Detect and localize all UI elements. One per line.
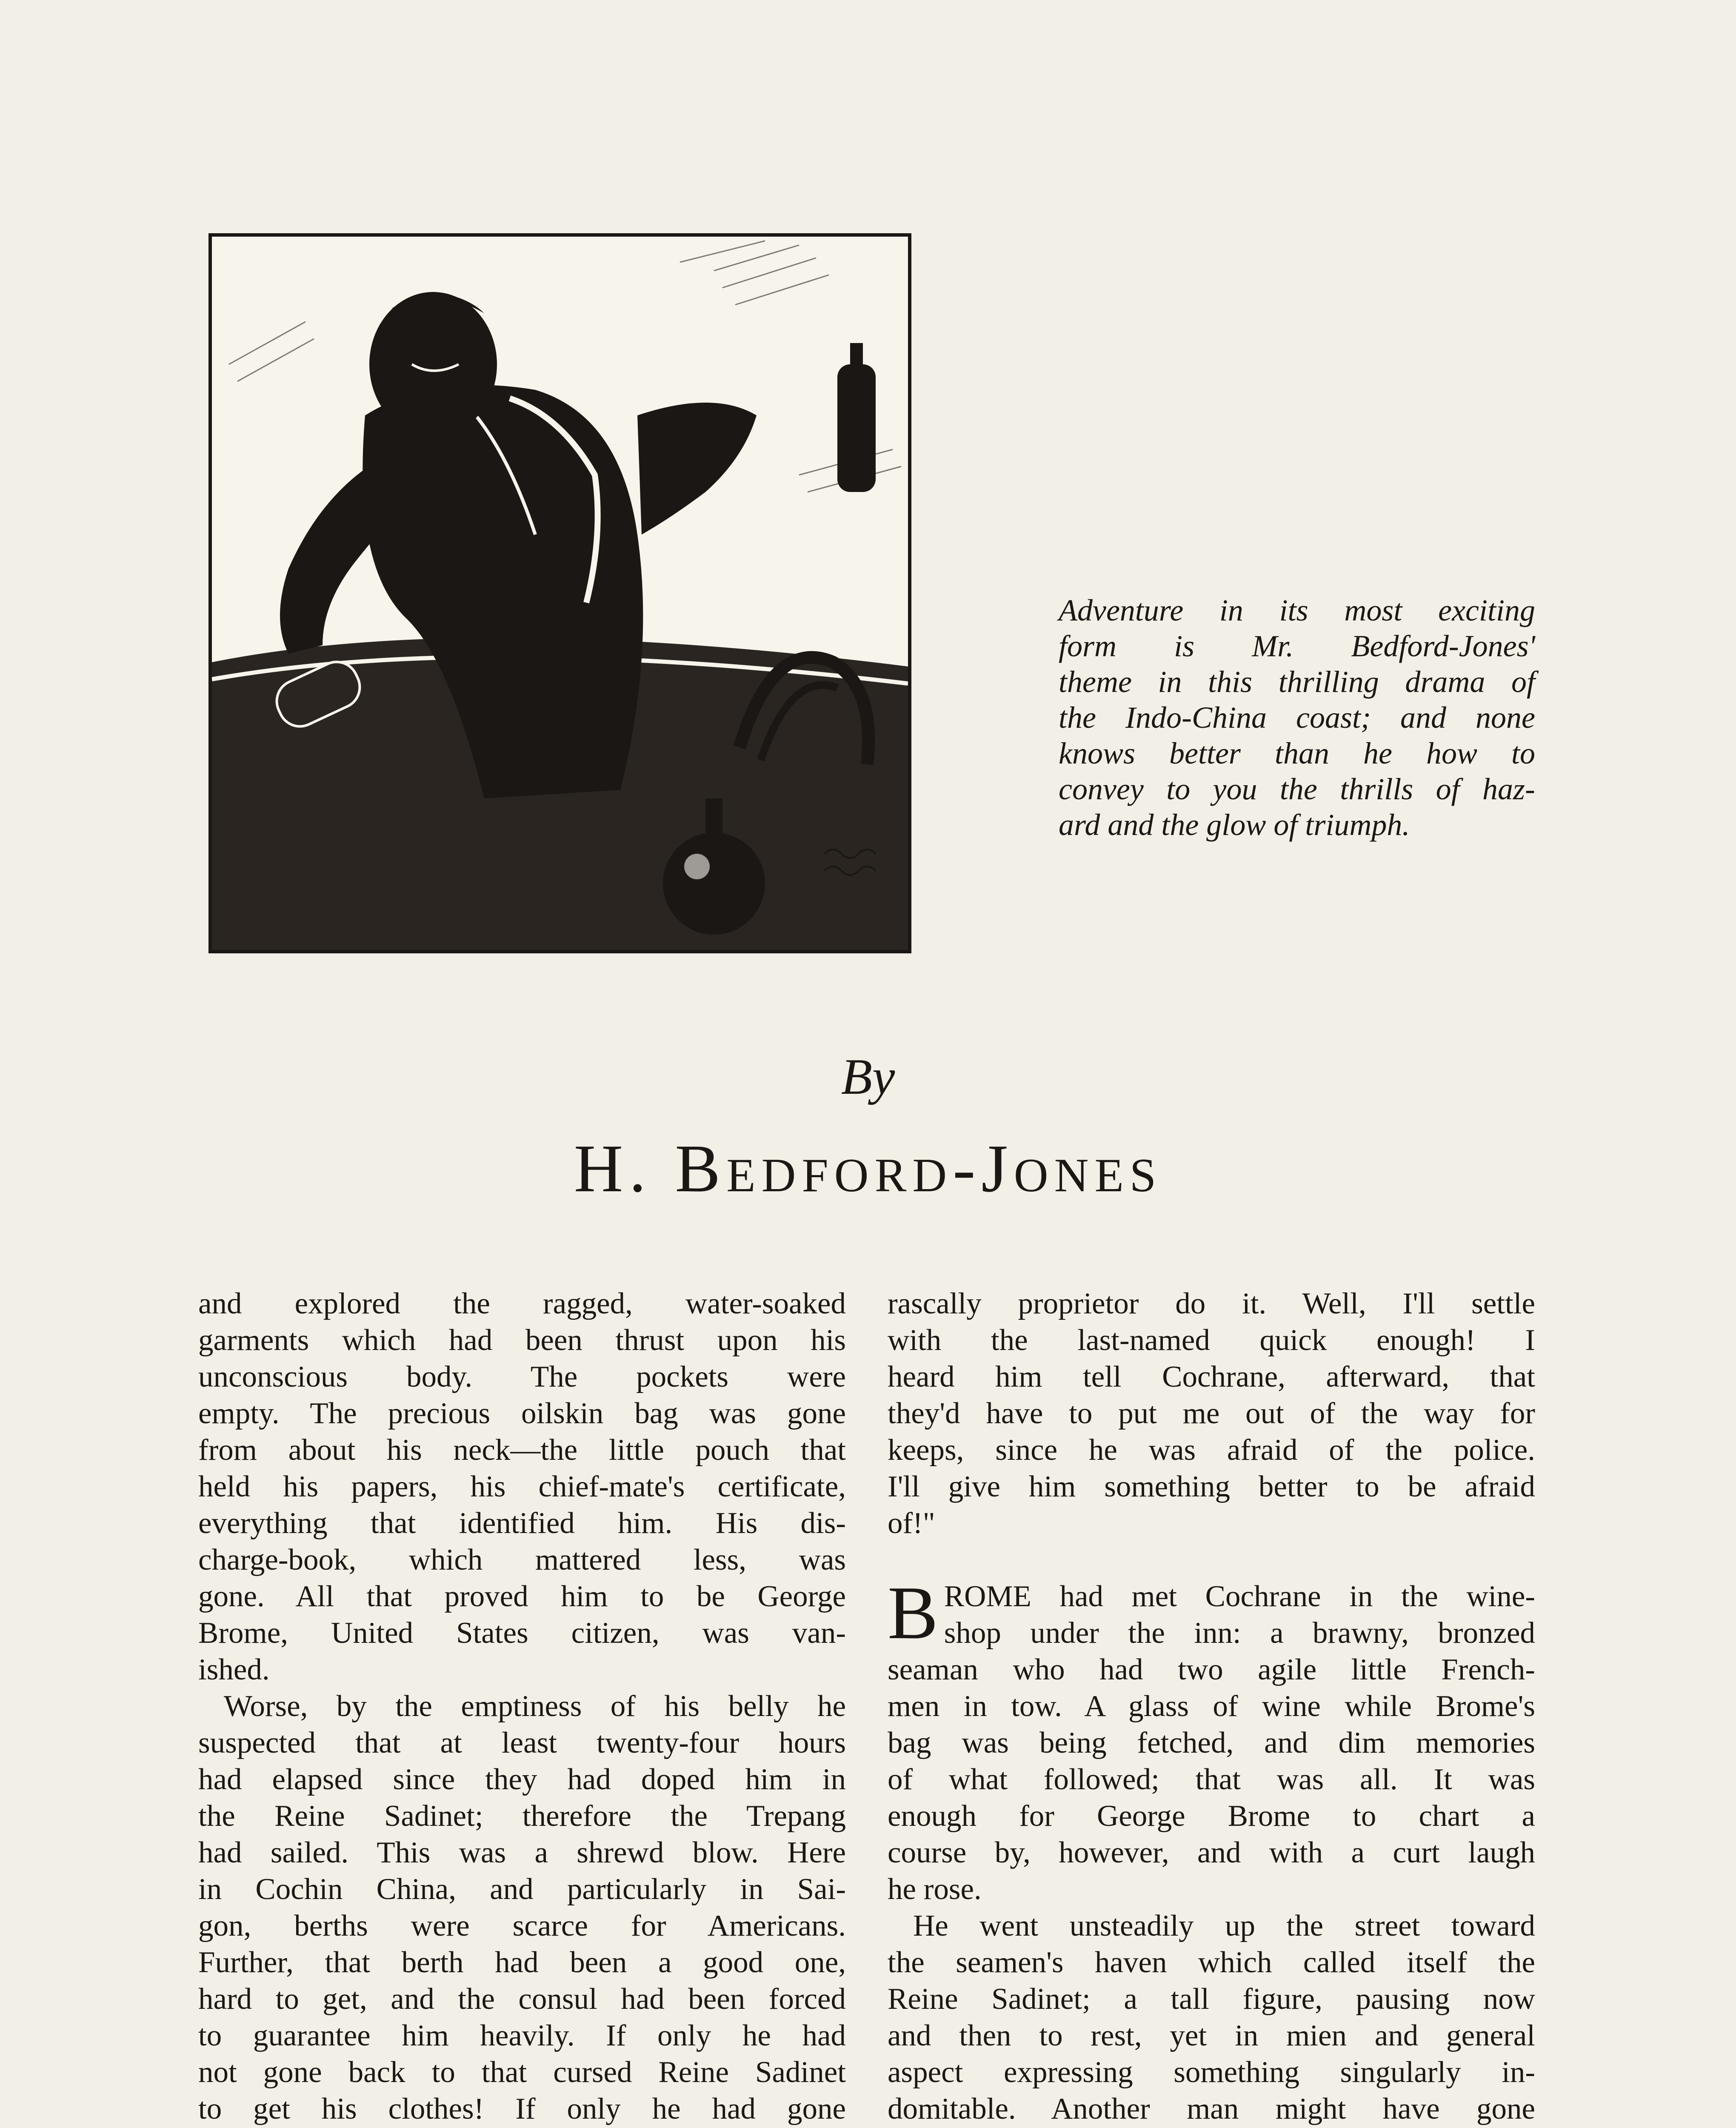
caption-line: convey to you the thrills of haz- bbox=[1059, 772, 1535, 806]
drop-cap-letter: B bbox=[888, 1570, 938, 1655]
text-line: and explored the ragged, water-soaked bbox=[198, 1287, 846, 1320]
caption-line: knows better than he how to bbox=[1059, 736, 1535, 770]
sailor-ink-drawing bbox=[212, 237, 908, 950]
text-line: not gone back to that cursed Reine Sadinet bbox=[198, 2056, 846, 2089]
text-line: to get his clothes! If only he had gone bbox=[198, 2092, 846, 2125]
caption-line: ard and the glow of triumph. bbox=[1059, 808, 1410, 842]
text-line: suspected that at least twenty-four hours bbox=[198, 1726, 846, 1759]
paragraph-gap bbox=[888, 1542, 1535, 1578]
text-line: domitable. Another man might have gone bbox=[888, 2092, 1535, 2125]
text-line: had elapsed since they had doped him in bbox=[198, 1763, 846, 1796]
text-line: unconscious body. The pockets were bbox=[198, 1360, 846, 1393]
text-line: held his papers, his chief-mate's certificate, bbox=[198, 1470, 846, 1503]
text-line: the seamen's haven which called itself the bbox=[888, 1946, 1535, 1979]
text-line: He went unsteadily up the street toward bbox=[913, 1909, 1535, 1942]
dropcap-paragraph bbox=[888, 1570, 1535, 1655]
text-line: with the last-named quick enough! I bbox=[888, 1324, 1535, 1357]
text-line: ROME had met Cochrane in the wine- bbox=[944, 1580, 1535, 1613]
text-line: he rose. bbox=[888, 1873, 982, 1906]
author-name: H. Bedford-Jones bbox=[574, 1130, 1162, 1206]
text-line: ished. bbox=[198, 1653, 270, 1686]
text-line: to guarantee him heavily. If only he had bbox=[198, 2019, 846, 2052]
left-text-column bbox=[198, 1285, 846, 2128]
text-line: aspect expressing something singularly in- bbox=[888, 2056, 1535, 2089]
caption-line: the Indo-China coast; and none bbox=[1059, 701, 1535, 735]
text-line: and then to rest, yet in mien and general bbox=[888, 2019, 1535, 2052]
text-line: I'll give him something better to be afraid bbox=[888, 1470, 1535, 1503]
caption-line: theme in this thrilling drama of bbox=[1059, 665, 1535, 699]
text-line: the Reine Sadinet; therefore the Trepang bbox=[198, 1799, 846, 1833]
caption-line: Adventure in its most exciting bbox=[1059, 593, 1535, 627]
text-line: charge-book, which mattered less, was bbox=[198, 1543, 846, 1576]
text-line: of what followed; that was all. It was bbox=[888, 1763, 1535, 1796]
text-line: from about his neck—the little pouch that bbox=[198, 1433, 846, 1467]
text-line: in Cochin China, and particularly in Sai- bbox=[198, 1873, 846, 1906]
text-line: enough for George Brome to chart a bbox=[888, 1799, 1535, 1833]
text-line: shop under the inn: a brawny, bronzed bbox=[944, 1616, 1535, 1650]
text-line: heard him tell Cochrane, afterward, that bbox=[888, 1360, 1535, 1393]
text-line: Worse, by the emptiness of his belly he bbox=[224, 1690, 846, 1723]
text-line: rascally proprietor do it. Well, I'll settle bbox=[888, 1287, 1535, 1320]
text-line: men in tow. A glass of wine while Brome's bbox=[888, 1690, 1535, 1723]
text-line: they'd have to put me out of the way for bbox=[888, 1397, 1535, 1430]
text-line: garments which had been thrust upon his bbox=[198, 1324, 846, 1357]
right-text-column bbox=[888, 1285, 1535, 2128]
text-line: bag was being fetched, and dim memories bbox=[888, 1726, 1535, 1759]
text-line: empty. The precious oilskin bag was gone bbox=[198, 1397, 846, 1430]
byline-by: By bbox=[841, 1048, 895, 1105]
caption-line: form is Mr. Bedford-Jones' bbox=[1059, 629, 1535, 663]
text-line: Reine Sadinet; a tall figure, pausing now bbox=[888, 1982, 1535, 2016]
text-line: everything that identified him. His dis- bbox=[198, 1507, 846, 1540]
text-line: of!" bbox=[888, 1507, 935, 1540]
text-line: gon, berths were scarce for Americans. bbox=[198, 1909, 846, 1942]
text-line: Brome, United States citizen, was van- bbox=[198, 1616, 846, 1650]
text-line: had sailed. This was a shrewd blow. Here bbox=[198, 1836, 846, 1869]
text-line: Further, that berth had been a good one, bbox=[198, 1946, 846, 1979]
text-line: course by, however, and with a curt laugh bbox=[888, 1836, 1535, 1869]
text-line: hard to get, and the consul had been forced bbox=[198, 1982, 846, 2016]
illustration-caption bbox=[1059, 592, 1535, 843]
text-line: keeps, since he was afraid of the police. bbox=[888, 1433, 1535, 1467]
story-illustration bbox=[208, 233, 911, 953]
text-line: seaman who had two agile little French- bbox=[888, 1653, 1535, 1686]
text-line: gone. All that proved him to be George bbox=[198, 1580, 846, 1613]
